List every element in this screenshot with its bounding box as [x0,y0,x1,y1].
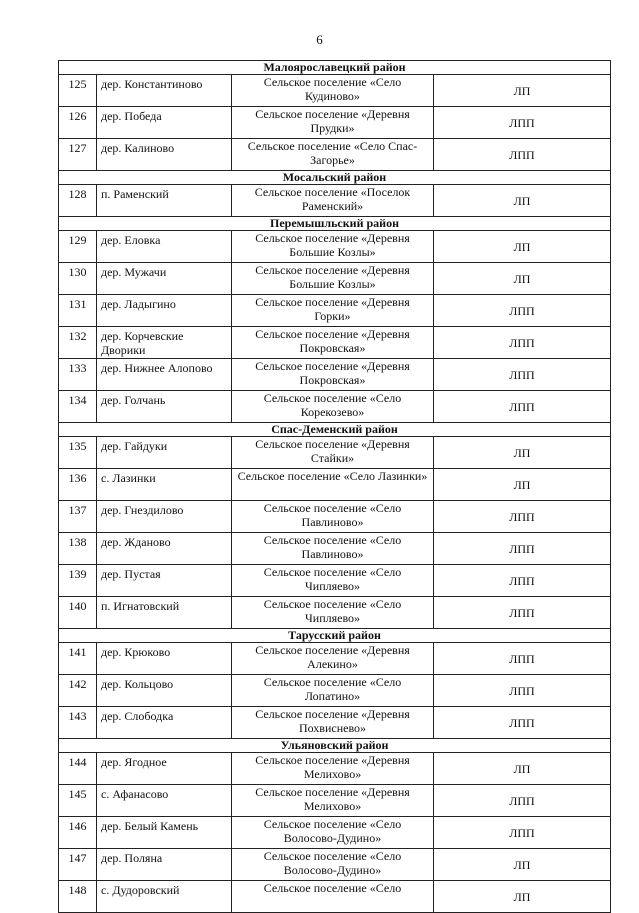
row-number: 140 [59,597,97,629]
table-row [59,753,611,785]
settlement-name: Сельское поселение «Село Павлиново» [232,501,434,533]
settlement-name: Сельское поселение «Село Чипляево» [232,565,434,597]
village-name: дер. Поляна [97,849,232,881]
table-row [59,707,611,739]
row-number: 132 [59,327,97,359]
settlement-name: Сельское поселение «Село Корекозево» [232,391,434,423]
settlement-name: Сельское поселение «Село Волосово-Дудино» [232,849,434,881]
village-name: с. Лазинки [97,469,232,501]
row-number: 147 [59,849,97,881]
row-number: 144 [59,753,97,785]
village-name: с. Афанасово [97,785,232,817]
row-number: 125 [59,75,97,107]
table-row [59,139,611,171]
settlement-name: Сельское поселение «Деревня Покровская» [232,359,434,391]
village-name: дер. Крюково [97,643,232,675]
table-row [59,643,611,675]
category-code: ЛП [434,75,611,107]
district-header-row [59,171,611,185]
settlement-name: Сельское поселение «Село Спас-Загорье» [232,139,434,171]
settlement-name: Сельское поселение «Село Волосово-Дудино» [232,817,434,849]
table-row [59,107,611,139]
village-name: дер. Ягодное [97,753,232,785]
category-code: ЛПП [434,327,611,359]
settlement-name: Сельское поселение «Село Лазинки» [232,469,434,501]
settlement-name: Сельское поселение «Деревня Алекино» [232,643,434,675]
village-name: дер. Жданово [97,533,232,565]
village-name: дер. Калиново [97,139,232,171]
settlement-name: Сельское поселение «Деревня Горки» [232,295,434,327]
row-number: 141 [59,643,97,675]
settlement-name: Сельское поселение «Деревня Покровская» [232,327,434,359]
village-name: дер. Нижнее Алопово [97,359,232,391]
district-header-row [59,423,611,437]
table-row [59,565,611,597]
row-number: 131 [59,295,97,327]
district-header-row [59,739,611,753]
table-row [59,597,611,629]
category-code: ЛП [434,753,611,785]
category-code: ЛП [434,437,611,469]
category-code: ЛПП [434,359,611,391]
table-row [59,785,611,817]
category-code: ЛПП [434,643,611,675]
district-name: Спас-Деменский район [59,423,611,437]
category-code: ЛПП [434,501,611,533]
settlement-name: Сельское поселение «Село Чипляево» [232,597,434,629]
row-number: 146 [59,817,97,849]
village-name: дер. Гайдуки [97,437,232,469]
category-code: ЛПП [434,565,611,597]
settlement-name: Сельское поселение «Село Лопатино» [232,675,434,707]
village-name: п. Раменский [97,185,232,217]
row-number: 143 [59,707,97,739]
settlement-name: Сельское поселение «Село [232,881,434,913]
district-name: Перемышльский район [59,217,611,231]
settlement-name: Сельское поселение «Поселок Раменский» [232,185,434,217]
table-row [59,501,611,533]
table-row [59,881,611,913]
category-code: ЛПП [434,597,611,629]
settlement-name: Сельское поселение «Деревня Мелихово» [232,753,434,785]
village-name: с. Дудоровский [97,881,232,913]
category-code: ЛП [434,263,611,295]
row-number: 142 [59,675,97,707]
row-number: 128 [59,185,97,217]
village-name: дер. Корчевские Дворики [97,327,232,359]
category-code: ЛП [434,231,611,263]
district-name: Тарусский район [59,629,611,643]
table-row [59,675,611,707]
row-number: 130 [59,263,97,295]
table-row [59,263,611,295]
village-name: дер. Белый Камень [97,817,232,849]
category-code: ЛП [434,849,611,881]
category-code: ЛПП [434,295,611,327]
row-number: 139 [59,565,97,597]
row-number: 127 [59,139,97,171]
settlement-name: Сельское поселение «Деревня Мелихово» [232,785,434,817]
table-row [59,359,611,391]
district-header-row [59,629,611,643]
village-name: дер. Пустая [97,565,232,597]
category-code: ЛПП [434,785,611,817]
row-number: 126 [59,107,97,139]
table-row [59,533,611,565]
category-code: ЛПП [434,107,611,139]
district-header-row [59,61,611,75]
settlement-name: Сельское поселение «Деревня Похвиснево» [232,707,434,739]
settlement-name: Сельское поселение «Село Кудиново» [232,75,434,107]
category-code: ЛПП [434,391,611,423]
table-row [59,437,611,469]
village-name: дер. Ладыгино [97,295,232,327]
category-code: ЛП [434,469,611,501]
district-name: Мосальский район [59,171,611,185]
table-row [59,327,611,359]
settlement-name: Сельское поселение «Деревня Большие Козлы» [232,263,434,295]
table-row [59,295,611,327]
row-number: 135 [59,437,97,469]
village-name: дер. Кольцово [97,675,232,707]
row-number: 129 [59,231,97,263]
table-row [59,231,611,263]
category-code: ЛПП [434,675,611,707]
category-code: ЛПП [434,533,611,565]
category-code: ЛП [434,881,611,913]
settlement-name: Сельское поселение «Деревня Прудки» [232,107,434,139]
settlements-table [58,60,611,913]
village-name: дер. Победа [97,107,232,139]
category-code: ЛП [434,185,611,217]
table-row [59,469,611,501]
row-number: 136 [59,469,97,501]
row-number: 137 [59,501,97,533]
row-number: 134 [59,391,97,423]
category-code: ЛПП [434,139,611,171]
district-header-row [59,217,611,231]
table-row [59,185,611,217]
village-name: дер. Гнездилово [97,501,232,533]
village-name: дер. Константиново [97,75,232,107]
table-row [59,391,611,423]
category-code: ЛПП [434,707,611,739]
district-name: Малоярославецкий район [59,61,611,75]
village-name: п. Игнатовский [97,597,232,629]
category-code: ЛПП [434,817,611,849]
page-number: 6 [316,32,323,47]
table-row [59,817,611,849]
village-name: дер. Еловка [97,231,232,263]
table-row [59,849,611,881]
village-name: дер. Голчань [97,391,232,423]
village-name: дер. Слободка [97,707,232,739]
row-number: 145 [59,785,97,817]
settlement-name: Сельское поселение «Село Павлиново» [232,533,434,565]
village-name: дер. Мужачи [97,263,232,295]
table-row [59,75,611,107]
settlement-name: Сельское поселение «Деревня Стайки» [232,437,434,469]
row-number: 138 [59,533,97,565]
district-name: Ульяновский район [59,739,611,753]
settlement-name: Сельское поселение «Деревня Большие Козлы» [232,231,434,263]
row-number: 133 [59,359,97,391]
row-number: 148 [59,881,97,913]
